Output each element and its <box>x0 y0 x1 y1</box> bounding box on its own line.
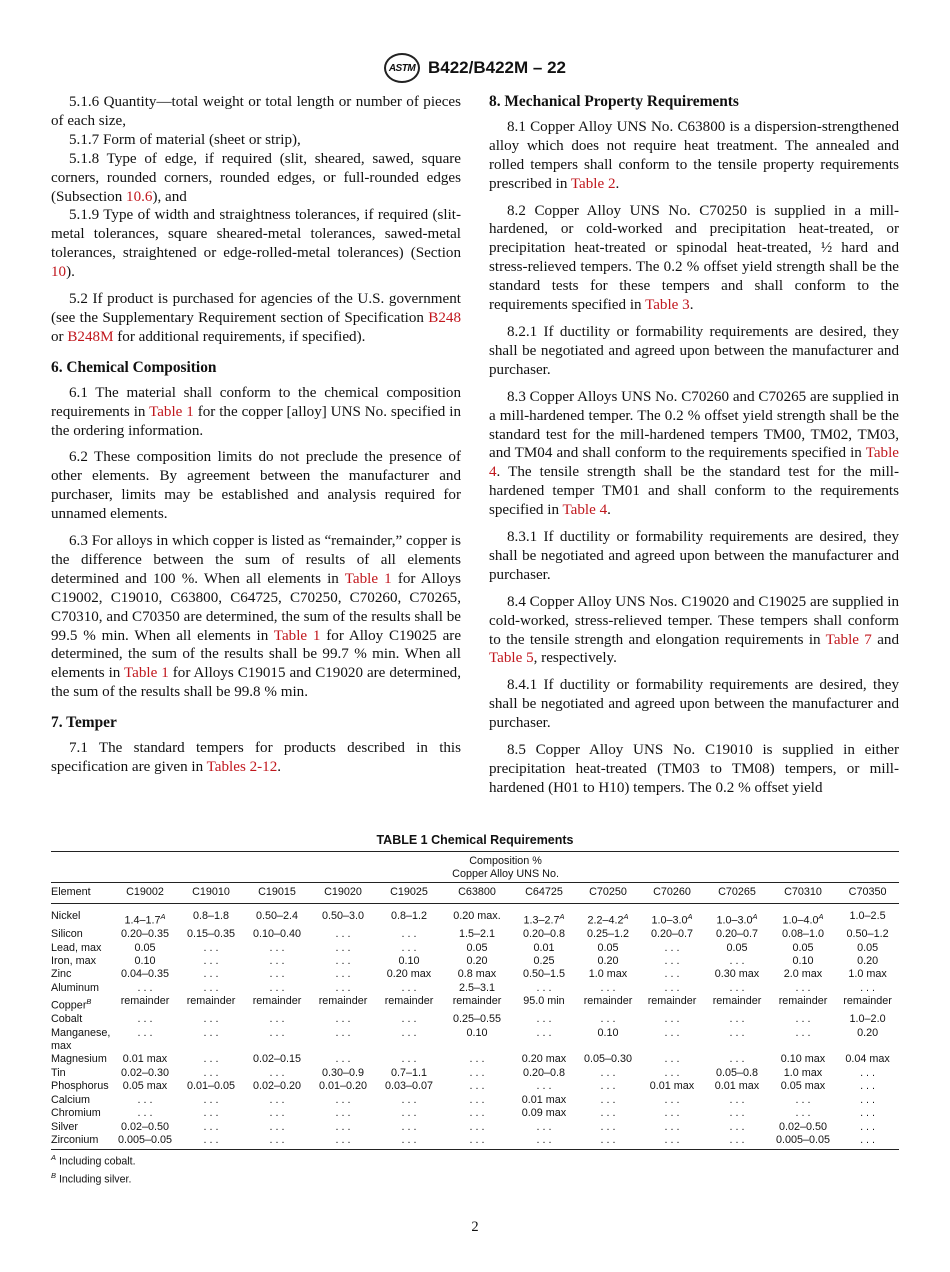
composition-cell: 1.0 max <box>783 1066 823 1079</box>
ref-section-10[interactable]: 10 <box>51 264 67 281</box>
element-name-cell: Copper$^B$ <box>51 997 92 1012</box>
composition-cell: . . . <box>536 1120 552 1133</box>
composition-cell: . . . <box>576 1134 640 1150</box>
table-row <box>51 1094 899 1107</box>
composition-cell: 0.02–0.30 <box>120 1066 170 1079</box>
paragraph-5-1-6: 5.1.6 Quantity—total weight or total length or number of pieces of each size, <box>51 94 461 129</box>
element-name-cell: Cobalt <box>51 1013 83 1026</box>
paragraph-8-3-1: 8.3.1 If ductility or formability requirements are desired, they shall be negotiated and agreed upon between the manufacturer and purchaser. <box>489 529 899 583</box>
composition-cell: . . . <box>269 968 285 981</box>
composition-cell: 0.20 <box>857 955 879 968</box>
ref-table-1[interactable]: Table 1 <box>344 570 392 587</box>
composition-cell: . . . <box>836 1134 899 1150</box>
composition-cell: . . . <box>469 1080 485 1093</box>
composition-cell: . . . <box>600 1093 616 1106</box>
composition-cell: . . . <box>600 1066 616 1079</box>
composition-cell: 0.25–0.55 <box>452 1013 502 1026</box>
composition-cell: . . . <box>860 1093 876 1106</box>
table-row <box>51 1013 899 1026</box>
ref-tables-2-12[interactable]: Tables 2-12 <box>206 759 278 775</box>
composition-cell: . . . <box>442 1134 512 1150</box>
element-name-cell: Phosphorus <box>51 1080 109 1093</box>
composition-cell: 0.01 max <box>649 1080 695 1093</box>
composition-cell: 0.02–0.50 <box>778 1120 828 1133</box>
composition-cell: . . . <box>729 981 745 994</box>
composition-cell: 0.10 <box>792 955 814 968</box>
composition-cell: . . . <box>137 1107 153 1120</box>
table-column-header <box>51 882 899 903</box>
composition-cell: . . . <box>401 1053 417 1066</box>
alloy-column-header: C19010 <box>178 882 244 903</box>
element-name-cell: Aluminum <box>51 981 100 994</box>
ref-table-1[interactable]: Table 1 <box>124 665 169 682</box>
left-column <box>51 93 461 777</box>
composition-cell: . . . <box>310 1134 376 1150</box>
composition-cell: . . . <box>536 1026 552 1039</box>
composition-cell: 0.10 <box>134 955 156 968</box>
composition-cell: 0.20–0.35 <box>120 928 170 941</box>
alloy-column-header: C19015 <box>244 882 310 903</box>
composition-cell: . . . <box>244 1134 310 1150</box>
composition-cell: 0.10 max <box>780 1053 826 1066</box>
table-footnotes <box>51 1151 551 1187</box>
composition-cell: . . . <box>137 981 153 994</box>
composition-cell: remainder <box>712 995 762 1008</box>
composition-cell: 0.05 <box>726 941 748 954</box>
composition-cell: 0.50–1.2 <box>846 928 889 941</box>
composition-cell: . . . <box>600 1013 616 1026</box>
composition-cell: . . . <box>664 941 680 954</box>
composition-cell: . . . <box>269 1066 285 1079</box>
composition-cell: 0.20 max <box>521 1053 567 1066</box>
table-group-header <box>51 852 899 883</box>
composition-cell: 0.20 max <box>386 968 432 981</box>
composition-cell: . . . <box>664 1093 680 1106</box>
composition-cell: . . . <box>203 1026 219 1039</box>
composition-cell: 0.20–0.7 <box>650 928 694 941</box>
ref-table-5[interactable]: Table 5 <box>489 650 534 667</box>
composition-cell: remainder <box>843 995 892 1008</box>
composition-cell: . . . <box>795 981 811 994</box>
composition-cell: . . . <box>178 1134 244 1150</box>
composition-cell: . . . <box>664 1120 680 1133</box>
composition-cell: . . . <box>664 968 680 981</box>
table-title: TABLE 1 Chemical Requirements <box>376 833 574 847</box>
ref-table-4[interactable]: Table 4 <box>562 502 608 519</box>
composition-cell: 0.01 max <box>714 1080 760 1093</box>
alloy-column-header: C63800 <box>442 882 512 903</box>
composition-cell: . . . <box>269 1013 285 1026</box>
composition-cell: 0.05 max <box>122 1080 168 1093</box>
composition-cell: 0.20 max. <box>453 910 501 923</box>
composition-cell: . . . <box>729 955 745 968</box>
composition-cell: . . . <box>664 1107 680 1120</box>
composition-cell: . . . <box>512 1134 576 1150</box>
composition-cell: . . . <box>729 1013 745 1026</box>
composition-cell: . . . <box>269 1093 285 1106</box>
table-row <box>51 995 899 1013</box>
table-row <box>51 904 899 929</box>
composition-cell: 0.50–1.5 <box>522 968 566 981</box>
composition-cell: . . . <box>269 941 285 954</box>
paragraph-6-3: 6.3 For alloys in which copper is listed as “remainder,” copper is the difference between the sum of results of all elements determined and 100 %. When all elements in Table 1 for Alloys C19002, C19010, C63800, C64725, C70250, C70260, C70265, C70310, and C70350 are determined, the sum of the results shall be 99.5 % min. When all elements in Table 1 for Alloy C19025 are determined, the sum of the results shall be 99.7 % min. When all elements in Table 1 for Alloys C19015 and C19020 are determined, the sum of the results shall be 99.8 % min. <box>51 533 462 701</box>
paragraph-8-2-1: 8.2.1 If ductility or formability requirements are desired, they shall be negotiated and agreed upon between the manufacturer and purchaser. <box>489 323 899 378</box>
composition-cell: 0.01–0.05 <box>186 1080 236 1093</box>
composition-cell: 2.0 max <box>783 968 823 981</box>
table-row <box>51 1080 899 1093</box>
composition-cell: . . . <box>469 1093 485 1106</box>
composition-cell: 0.05–0.30 <box>583 1053 633 1066</box>
paragraph-7-1: 7.1 The standard tempers for products described in this specification are given in Tables 2-12. <box>51 740 461 775</box>
ref-table-7[interactable]: Table 7 <box>825 631 872 648</box>
composition-cell: 0.05 <box>134 941 156 954</box>
composition-cell: 0.20 <box>857 1026 879 1039</box>
composition-cell: . . . <box>729 1120 745 1133</box>
composition-cell: . . . <box>860 1080 876 1093</box>
composition-cell: . . . <box>600 1120 616 1133</box>
element-name-cell: Nickel <box>51 910 81 923</box>
section-6-heading: 6. Chemical Composition <box>51 358 217 376</box>
composition-cell: . . . <box>269 1120 285 1133</box>
composition-cell: remainder <box>318 995 368 1008</box>
composition-cell: . . . <box>469 1066 485 1079</box>
footnote-a: $^A$ Including cobalt. <box>51 1153 136 1168</box>
ref-table-1[interactable]: Table 1 <box>273 627 321 644</box>
table-row <box>51 1053 899 1066</box>
composition-cell: . . . <box>203 941 219 954</box>
composition-cell: $1.4-1.7^A$ <box>124 912 166 927</box>
page-number: 2 <box>471 1219 479 1235</box>
composition-cell: 1.0 max <box>588 968 628 981</box>
composition-cell: 0.08–1.0 <box>781 928 825 941</box>
composition-cell: 0.02–0.50 <box>120 1120 170 1133</box>
section-8-heading: 8. Mechanical Property Requirements <box>489 93 739 110</box>
element-name-cell: Silver <box>51 1120 78 1133</box>
composition-cell: . . . <box>401 928 417 941</box>
composition-cell: . . . <box>269 955 285 968</box>
composition-cell: 0.04 max <box>845 1053 890 1066</box>
ref-table-3[interactable]: Table 3 <box>645 297 690 314</box>
composition-cell: . . . <box>335 941 351 954</box>
page-header <box>0 50 950 86</box>
table-body <box>51 904 899 1150</box>
composition-cell: remainder <box>452 995 502 1008</box>
composition-cell: . . . <box>376 1134 442 1150</box>
composition-cell: . . . <box>704 1134 770 1150</box>
composition-cell: . . . <box>600 981 616 994</box>
alloy-column-header: C64725 <box>512 882 576 903</box>
composition-cell: . . . <box>203 981 219 994</box>
composition-cell: . . . <box>203 968 219 981</box>
composition-cell: . . . <box>335 1053 351 1066</box>
section-7-heading: 7. Temper <box>51 714 117 732</box>
composition-cell: 0.8–1.2 <box>390 910 428 923</box>
composition-cell: . . . <box>335 1107 351 1120</box>
composition-cell: . . . <box>795 1107 811 1120</box>
composition-cell: $1.0-3.0^A$ <box>716 912 758 927</box>
alloy-column-header: C70350 <box>836 882 899 903</box>
element-name-cell: Tin <box>51 1066 66 1079</box>
composition-cell: 0.20–0.8 <box>522 928 566 941</box>
astm-logo-icon: ASTM <box>384 53 420 83</box>
element-name-cell: Lead, max <box>51 941 102 954</box>
element-name-cell: Calcium <box>51 1093 90 1106</box>
composition-cell: $1.0-4.0^A$ <box>782 912 824 927</box>
paragraph-8-2: 8.2 Copper Alloy UNS No. C70250 is supplied in a mill-hardened, or cold-worked and precipitation heat-treated, or precipitation heat-treated or spinodal heat-treated, ½ hard and stress-relieved tempers. The 0.2 % offset yield strength shall be the standard tests for these tempers and shall conform to the requirements specified in Table 3. <box>489 202 899 314</box>
composition-cell: 0.50–3.0 <box>321 910 365 923</box>
composition-cell: 0.005–0.05 <box>112 1134 178 1150</box>
composition-cell: 0.8 max <box>457 968 497 981</box>
element-name-cell: Magnesium <box>51 1053 107 1066</box>
composition-cell: . . . <box>401 1107 417 1120</box>
composition-cell: . . . <box>401 1026 417 1039</box>
composition-cell: 0.30–0.9 <box>321 1066 365 1079</box>
composition-cell: 0.10 <box>597 1026 619 1039</box>
composition-cell: . . . <box>335 1013 351 1026</box>
composition-cell: . . . <box>469 1053 485 1066</box>
paragraph-5-1-8: 5.1.8 Type of edge, if required (slit, sheared, sawed, square corners, rounded corners, rounded edges, or full-rounded edges (Subsection 10.6), and <box>51 150 461 205</box>
element-name-cell: Iron, max <box>51 955 97 968</box>
composition-cell: . . . <box>335 955 351 968</box>
composition-cell: . . . <box>335 968 351 981</box>
composition-cell: . . . <box>600 1107 616 1120</box>
standard-designation: B422/B422M – 22 <box>428 58 566 77</box>
composition-cell: . . . <box>335 1093 351 1106</box>
composition-cell: . . . <box>795 1093 811 1106</box>
composition-cell: 0.02–0.15 <box>252 1053 302 1066</box>
composition-cell: . . . <box>335 981 351 994</box>
composition-cell: . . . <box>729 1093 745 1106</box>
table-row <box>51 1027 899 1054</box>
alloy-column-header: C70260 <box>640 882 704 903</box>
element-column-header: Element <box>51 882 112 903</box>
ref-b248[interactable]: B248 <box>428 309 461 326</box>
table-row <box>51 1067 899 1080</box>
composition-cell: . . . <box>203 1107 219 1120</box>
composition-cell: . . . <box>664 981 680 994</box>
paragraph-8-4-1: 8.4.1 If ductility or formability requirements are desired, they shall be negotiated and agreed upon between the manufacturer and purchaser. <box>489 677 899 732</box>
composition-cell: $1.3-2.7^A$ <box>523 912 565 927</box>
composition-cell: . . . <box>401 1013 417 1026</box>
paragraph-8-5: 8.5 Copper Alloy UNS No. C19010 is supplied in either precipitation heat-treated (TM03 to TM08) tempers, or mill-hardened (H01 to H10) tempers. The 0.2 % offset yield <box>489 742 899 796</box>
composition-cell: . . . <box>137 1026 153 1039</box>
composition-cell: . . . <box>203 1053 219 1066</box>
composition-cell: 0.09 max <box>521 1107 567 1120</box>
ref-subsection-10-6[interactable]: 10.6 <box>126 188 153 205</box>
composition-cell: 0.20 <box>597 955 619 968</box>
composition-cell: . . . <box>664 1026 680 1039</box>
composition-cell: 0.10 <box>398 955 420 968</box>
composition-cell: . . . <box>469 1120 485 1133</box>
composition-cell: . . . <box>335 1026 351 1039</box>
composition-cell: . . . <box>664 1013 680 1026</box>
composition-cell: . . . <box>664 955 680 968</box>
composition-cell: . . . <box>335 928 351 941</box>
composition-cell: remainder <box>120 995 170 1008</box>
alloy-column-header: C70250 <box>576 882 640 903</box>
composition-cell: 0.7–1.1 <box>390 1066 428 1079</box>
composition-cell: . . . <box>203 1013 219 1026</box>
composition-cell: . . . <box>729 1107 745 1120</box>
alloy-column-header: C19002 <box>112 882 178 903</box>
composition-cell: remainder <box>647 995 697 1008</box>
composition-cell: 0.8–1.8 <box>192 910 230 923</box>
composition-cell: . . . <box>640 1134 704 1150</box>
composition-cell: 2.5–3.1 <box>458 981 496 994</box>
table-row <box>51 982 899 995</box>
table-row <box>51 1107 899 1120</box>
alloy-column-header: C19025 <box>376 882 442 903</box>
composition-cell: remainder <box>384 995 434 1008</box>
composition-cell: 0.05–0.8 <box>715 1066 759 1079</box>
composition-cell: . . . <box>795 1013 811 1026</box>
element-name-cell: Zinc <box>51 968 72 981</box>
composition-cell: . . . <box>860 1107 876 1120</box>
composition-cell: 1.0 max <box>848 968 887 981</box>
chemical-requirements-table-wrapper <box>51 851 899 1150</box>
composition-cell: . . . <box>729 1026 745 1039</box>
composition-cell: . . . <box>203 955 219 968</box>
composition-cell: . . . <box>269 1107 285 1120</box>
paragraph-8-3: 8.3 Copper Alloys UNS No. C70260 and C70265 are supplied in a mill-hardened temper. The 0.2 % offset yield strength shall be the standard test for the mill-hardened tempers TM00, TM02, TM03, and TM04 and shall conform to the requirements specified in Table 4. The tensile strength shall be the standard test for the mill-hardened temper TM01 and shall conform to the requirements specified in Table 4. <box>489 388 899 519</box>
composition-cell: 0.20–0.7 <box>715 928 759 941</box>
alloy-column-header: C70265 <box>704 882 770 903</box>
composition-cell: . . . <box>401 981 417 994</box>
composition-cell: 1.0–2.0 <box>849 1013 886 1026</box>
composition-cell: . . . <box>137 1093 153 1106</box>
element-name-cell: Manganese, max <box>51 1026 111 1053</box>
footnote-b: $^B$ Including silver. <box>51 1171 132 1186</box>
paragraph-6-1: 6.1 The material shall conform to the chemical composition requirements in Table 1 for the copper [alloy] UNS No. specified in the ordering information. <box>51 384 461 439</box>
composition-cell: 1.0–2.5 <box>849 910 886 923</box>
table-row <box>51 1134 899 1150</box>
composition-cell: 0.10 <box>466 1026 488 1039</box>
composition-cell: . . . <box>536 1080 552 1093</box>
composition-cell: . . . <box>401 941 417 954</box>
composition-cell: 0.25–1.2 <box>586 928 630 941</box>
paragraph-8-4: 8.4 Copper Alloy UNS Nos. C19020 and C19025 are supplied in cold-worked, stress-relieved temper. These tempers shall conform to the tensile strength and elongation requirements in Table 7 and Table 5, respectively. <box>489 593 899 667</box>
composition-cell: . . . <box>860 1066 876 1079</box>
composition-cell: . . . <box>203 1066 219 1079</box>
composition-header: Composition % Copper Alloy UNS No. <box>112 852 899 883</box>
element-name-cell: Chromium <box>51 1107 101 1120</box>
composition-cell: 0.01 max <box>122 1053 168 1066</box>
composition-cell: 1.5–2.1 <box>458 928 496 941</box>
paragraph-5-2: 5.2 If product is purchased for agencies of the U.S. government (see the Supplementary Requirement section of Specification B248 or B248M for additional requirements, if specified). <box>51 291 461 345</box>
composition-cell: 0.05 max <box>780 1080 826 1093</box>
ref-b248m[interactable]: B248M <box>67 328 114 345</box>
composition-cell: . . . <box>860 981 876 994</box>
composition-cell: . . . <box>269 981 285 994</box>
composition-cell: 0.05 <box>857 941 879 954</box>
composition-cell: . . . <box>795 1026 811 1039</box>
composition-cell: . . . <box>137 1013 153 1026</box>
composition-cell: remainder <box>186 995 236 1008</box>
composition-cell: . . . <box>401 1120 417 1133</box>
composition-cell: . . . <box>536 981 552 994</box>
table-row <box>51 955 899 968</box>
element-name-cell: Silicon <box>51 928 83 941</box>
composition-cell: 0.30 max <box>714 968 760 981</box>
composition-cell: 0.05 <box>597 941 619 954</box>
composition-cell: 0.01 <box>533 941 555 954</box>
composition-cell: . . . <box>469 1107 485 1120</box>
ref-table-2[interactable]: Table 2 <box>570 175 616 192</box>
composition-cell: . . . <box>401 1093 417 1106</box>
composition-cell: $2.2-4.2^A$ <box>587 912 629 927</box>
composition-cell: . . . <box>600 1080 616 1093</box>
composition-cell: remainder <box>778 995 828 1008</box>
table-row <box>51 942 899 955</box>
composition-cell: 0.05 <box>466 941 488 954</box>
composition-cell: 0.02–0.20 <box>252 1080 302 1093</box>
ref-table-4[interactable]: Table 4 <box>489 445 899 481</box>
composition-cell: 0.10–0.40 <box>252 928 302 941</box>
paragraph-8-1: 8.1 Copper Alloy UNS No. C63800 is a dispersion-strengthened alloy which does not require heat treatment. The annealed and rolled tempers shall conform to the tensile property requirements prescribed in Table 2. <box>489 118 899 192</box>
composition-cell: 95.0 min <box>523 995 565 1008</box>
composition-cell: 0.20 <box>466 955 488 968</box>
table-row <box>51 928 899 941</box>
paragraph-5-1-7: 5.1.7 Form of material (sheet or strip), <box>69 131 301 148</box>
composition-cell: $1.0-3.0^A$ <box>651 912 693 927</box>
composition-cell: . . . <box>664 1053 680 1066</box>
composition-cell: 0.50–2.4 <box>255 910 299 923</box>
composition-cell: . . . <box>203 1120 219 1133</box>
composition-cell: 0.04–0.35 <box>120 968 170 981</box>
composition-cell: . . . <box>860 1120 876 1133</box>
composition-cell: 0.15–0.35 <box>186 928 236 941</box>
composition-cell: . . . <box>536 1013 552 1026</box>
paragraph-6-2: 6.2 These composition limits do not preclude the presence of other elements. By agreement between the manufacturer and purchaser, limits may be established and analysis required for unnamed elements. <box>51 449 461 523</box>
composition-cell: 0.25 <box>533 955 555 968</box>
element-name-cell: Zirconium <box>51 1134 112 1150</box>
alloy-column-header: C19020 <box>310 882 376 903</box>
composition-cell: 0.05 <box>792 941 814 954</box>
paragraph-5-1-9: 5.1.9 Type of width and straightness tolerances, if required (slit-metal tolerances, square sheared-metal tolerances, sawed-metal tolerances, straightened or edge-rolled-metal tolerances) (Section 10). <box>51 207 461 281</box>
right-column <box>489 93 899 798</box>
composition-cell: . . . <box>203 1093 219 1106</box>
composition-cell: . . . <box>664 1066 680 1079</box>
table-row <box>51 968 899 981</box>
composition-cell: 0.005–0.05 <box>770 1134 836 1150</box>
composition-cell: . . . <box>335 1120 351 1133</box>
composition-cell: 0.20–0.8 <box>522 1066 566 1079</box>
composition-cell: 0.01 max <box>521 1093 567 1106</box>
composition-cell: . . . <box>269 1026 285 1039</box>
composition-cell: remainder <box>252 995 302 1008</box>
ref-table-1[interactable]: Table 1 <box>149 403 194 420</box>
composition-cell: . . . <box>729 1053 745 1066</box>
table-row <box>51 1121 899 1134</box>
composition-cell: remainder <box>583 995 633 1008</box>
composition-cell: 0.03–0.07 <box>384 1080 434 1093</box>
chemical-requirements-table <box>51 851 899 1150</box>
alloy-column-header: C70310 <box>770 882 836 903</box>
composition-cell: 0.01–0.20 <box>318 1080 368 1093</box>
